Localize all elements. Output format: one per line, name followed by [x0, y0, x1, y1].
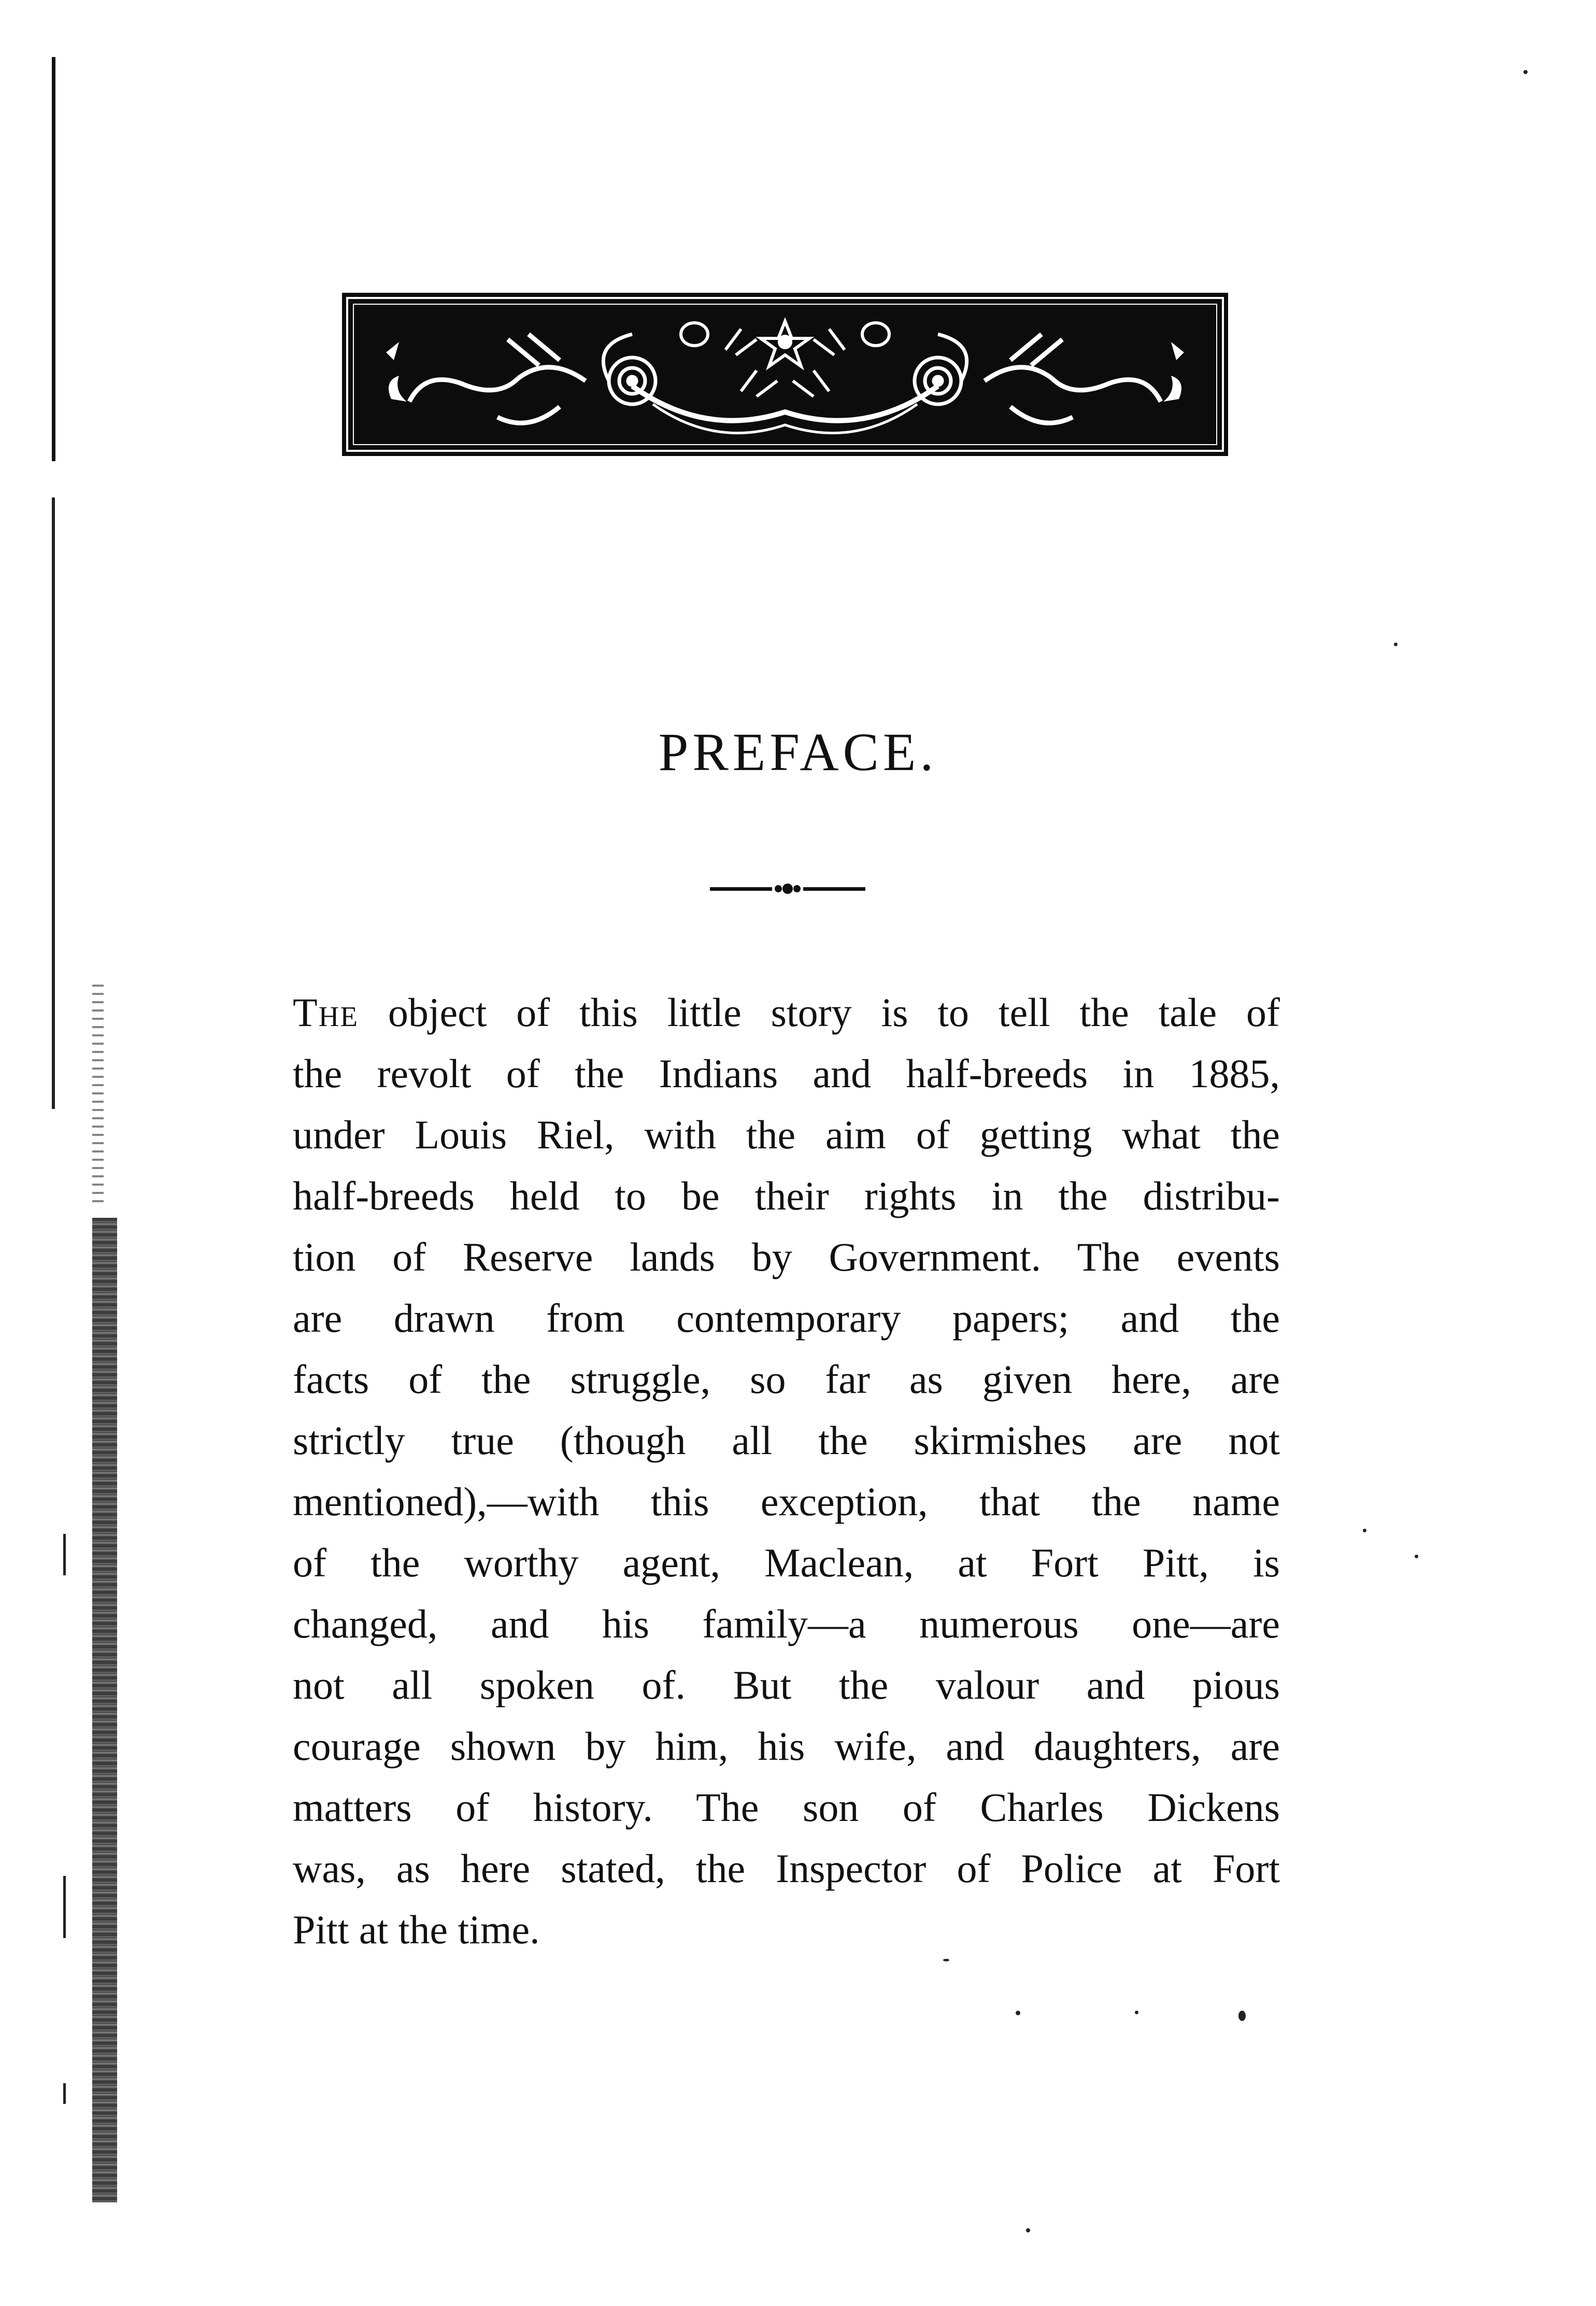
binding-edge-line	[52, 57, 55, 461]
scan-speck	[943, 1959, 949, 1961]
paragraph-line: Pitt at the time.	[293, 1907, 540, 1952]
scan-speck	[1026, 2228, 1030, 2232]
page-title: PREFACE.	[658, 722, 938, 782]
binding-stitching-upper	[92, 985, 104, 1202]
binding-stitching	[92, 1218, 117, 2202]
floral-scroll-ornament-icon	[342, 293, 1228, 456]
paragraph-line: the revolt of the Indians and half-breeds in 1885,	[293, 1051, 1280, 1096]
preface-paragraph	[293, 982, 1280, 1960]
scan-speck	[1238, 2011, 1246, 2021]
paragraph-lead-word: The	[293, 990, 359, 1035]
paragraph-line: changed, and his family—a numerous one—are	[293, 1601, 1280, 1646]
gutter-mark	[63, 2083, 66, 2104]
scan-speck	[1363, 1529, 1366, 1532]
paragraph-line: courage shown by him, his wife, and daughters, are	[293, 1724, 1280, 1769]
scan-speck	[1135, 2011, 1138, 2014]
paragraph-line: tion of Reserve lands by Government. The events	[293, 1234, 1280, 1279]
paragraph-line: are drawn from contemporary papers; and the	[293, 1296, 1280, 1341]
paragraph-line: matters of history. The son of Charles Dickens	[293, 1785, 1280, 1830]
binding-edge-line-lower	[52, 497, 55, 1109]
scan-speck	[1394, 643, 1398, 646]
paragraph-line: not all spoken of. But the valour and pious	[293, 1662, 1280, 1707]
paragraph-line: was, as here stated, the Inspector of Police at Fort	[293, 1846, 1280, 1891]
scan-speck	[1523, 70, 1528, 74]
paragraph-line: half-breeds held to be their rights in the distribu-	[293, 1173, 1280, 1218]
paragraph-line: strictly true (though all the skirmishes are not	[293, 1418, 1280, 1463]
scan-speck	[1415, 1555, 1418, 1558]
paragraph-line-text: object of this little story is to tell the tale of	[358, 990, 1280, 1035]
paragraph-line: of the worthy agent, Maclean, at Fort Pitt, is	[293, 1540, 1280, 1585]
paragraph-line: facts of the struggle, so far as given here, are	[293, 1357, 1280, 1402]
scan-speck	[1016, 2011, 1020, 2015]
paragraph-line: mentioned),—with this exception, that the name	[293, 1479, 1280, 1524]
dash-rule-ornament-icon	[710, 881, 865, 896]
gutter-mark	[63, 1534, 66, 1575]
paragraph-line: under Louis Riel, with the aim of getting what the	[293, 1112, 1280, 1157]
paragraph-line	[293, 982, 1280, 1043]
gutter-mark	[63, 1876, 66, 1938]
